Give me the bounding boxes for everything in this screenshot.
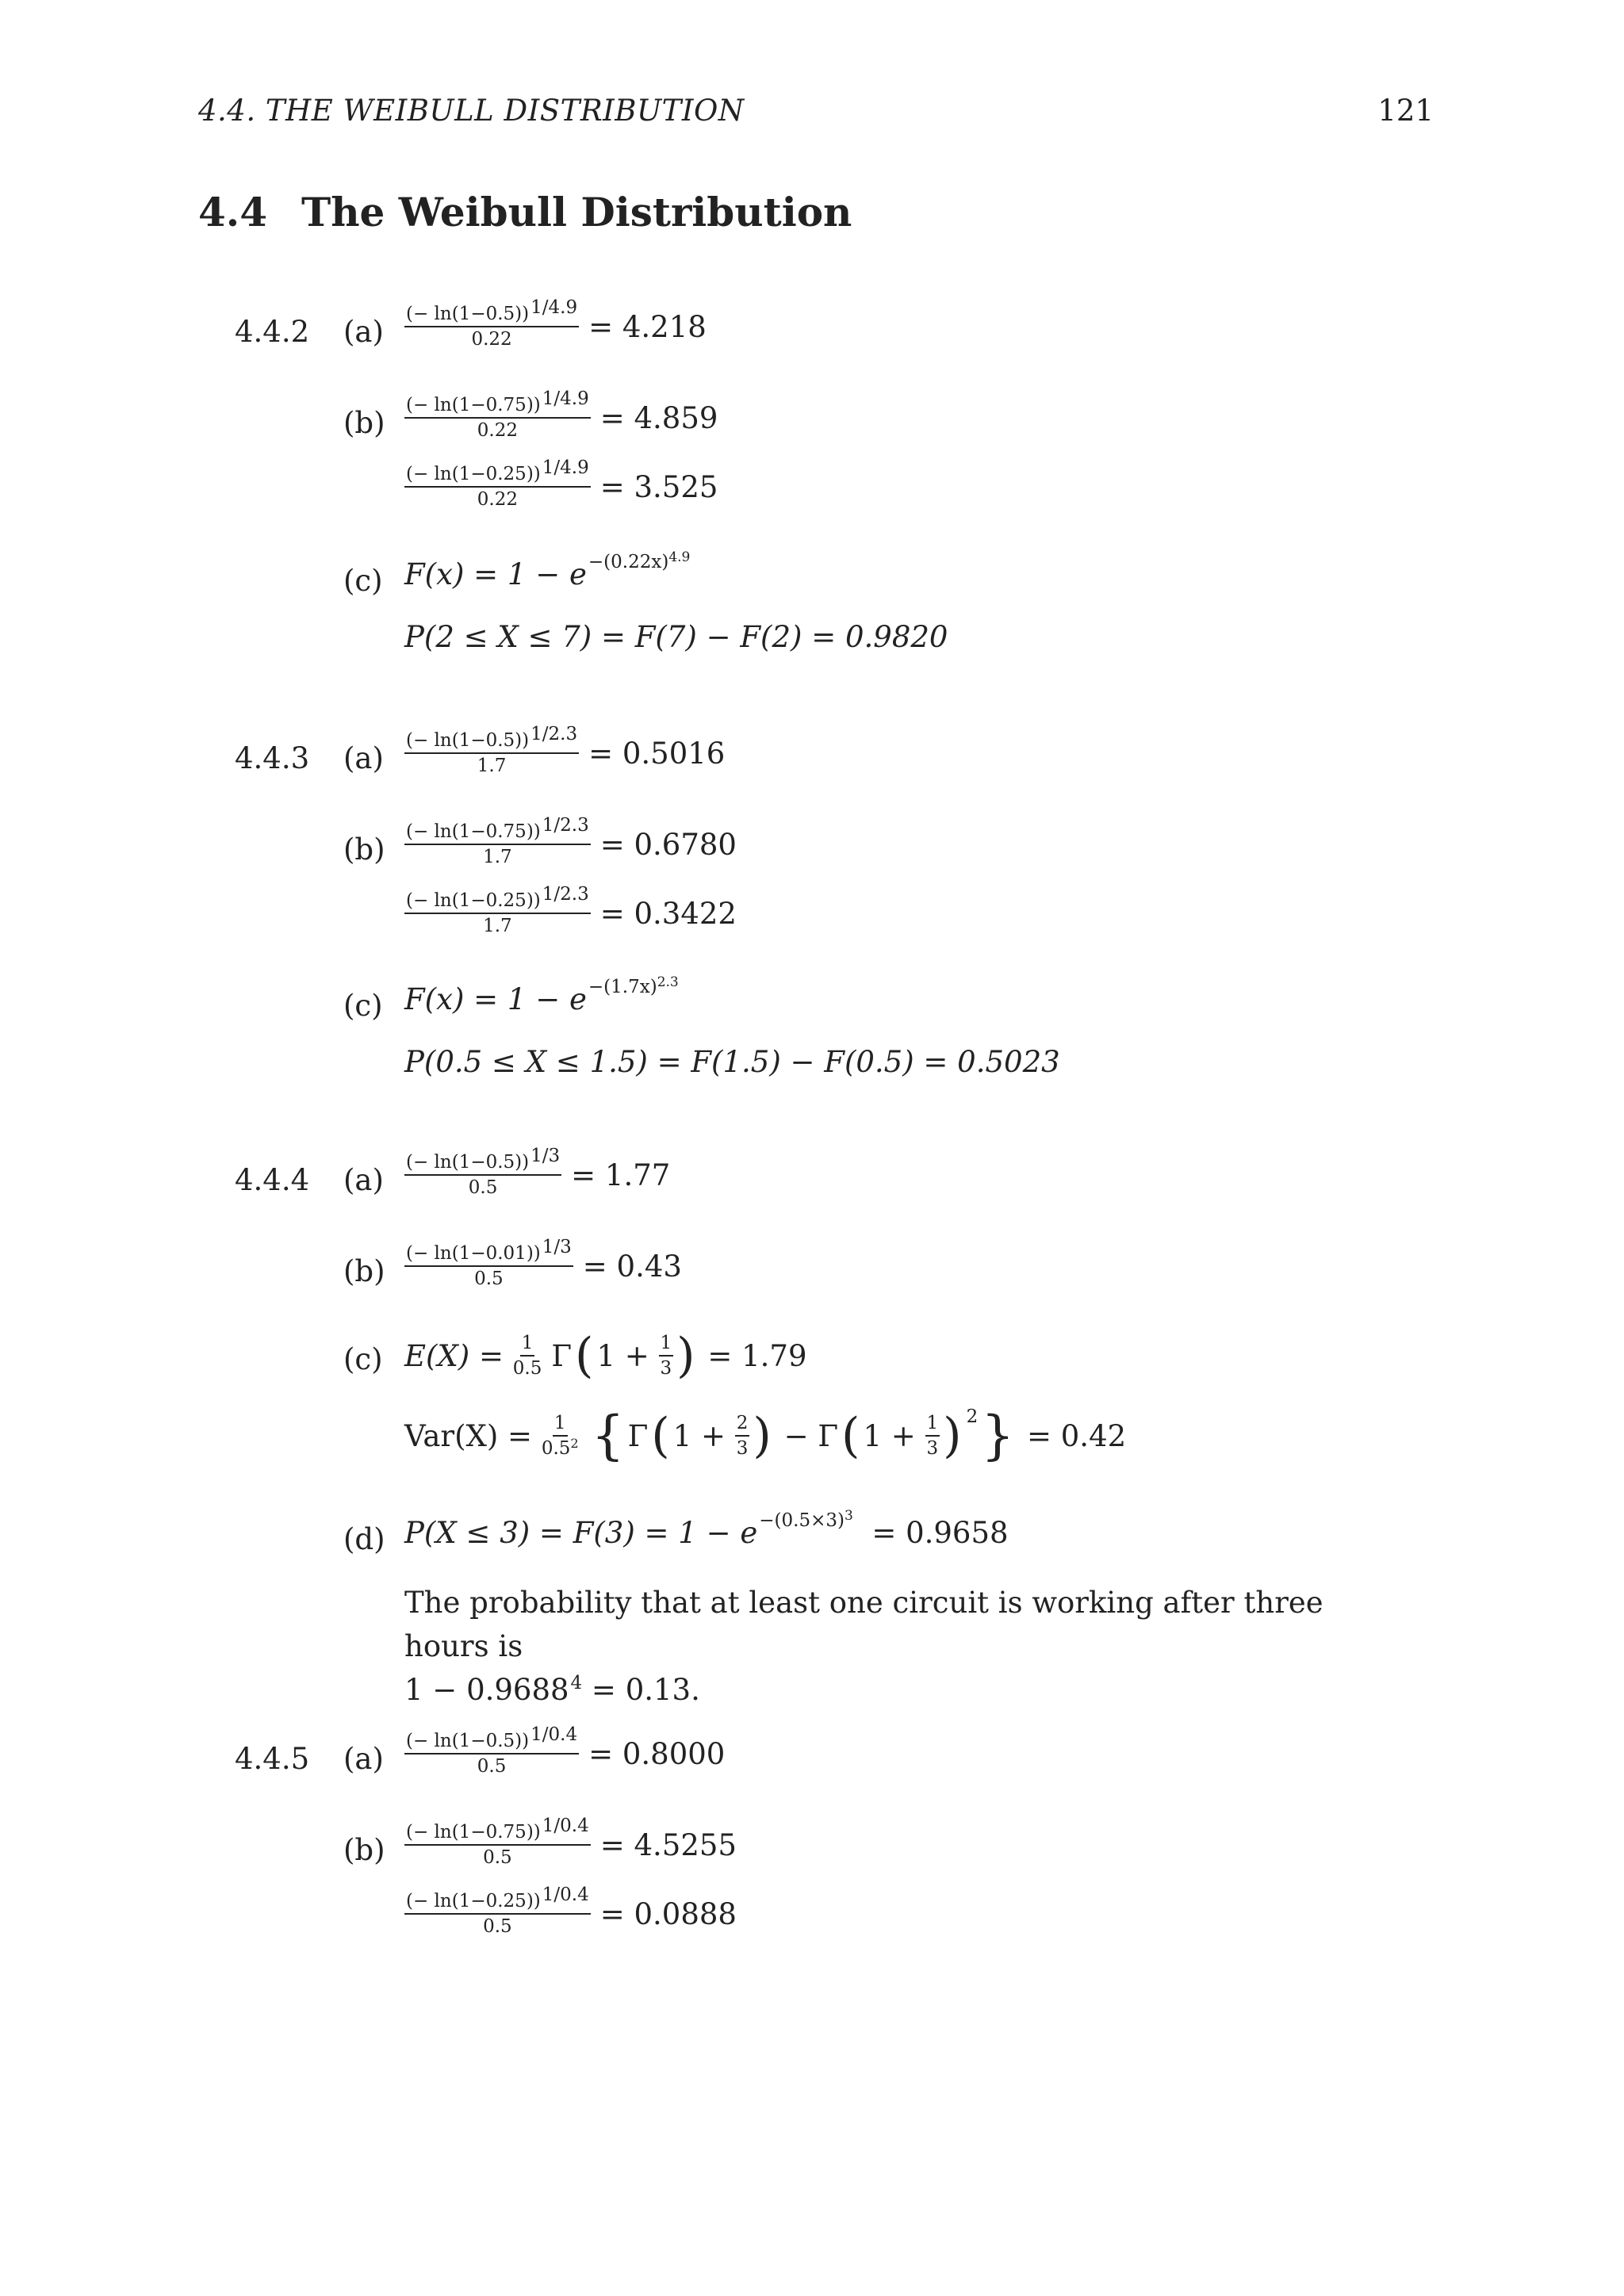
equation-443c-prob: P(0.5 ≤ X ≤ 1.5) = F(1.5) − F(0.5) = 0.5023 [404, 1045, 1060, 1079]
problem-number: 4.4.2 [235, 315, 310, 349]
section-title [198, 189, 852, 235]
equation-442b2: $\frac{(- \ln(1-0.25))1/4.9}{0.22}$ = 3.525 [406, 457, 718, 511]
part-label: (d) [343, 1522, 385, 1556]
explanation-line-1: The probability that at least one circuit is working after three hours is [404, 1586, 1323, 1663]
problem-number: 4.4.4 [235, 1163, 310, 1197]
part-label: (c) [343, 1342, 383, 1376]
section-number: 4.4 [198, 189, 267, 235]
equation-443c-cdf: F(x) = 1 − e $-(1.7x)^{2.3}$ [404, 974, 679, 1016]
equation-444a: $\frac{(- \ln(1-0.5))1/3}{0.5}$ = 1.77 [406, 1146, 671, 1199]
problem-number: 4.4.5 [235, 1742, 310, 1776]
equation-442a: $\frac{(- \ln(1-0.5))1/4.9}{0.22}$ = 4.218 [406, 297, 707, 350]
section-heading: The Weibull Distribution [301, 189, 852, 235]
part-label: (a) [343, 1163, 384, 1197]
part-label: (b) [343, 832, 385, 867]
equation-444c-variance: Var(X) = $\frac{1}{0.5^2}$ { Γ ( 1 + $\frac{2}{3}$ ) − Γ ( 1 + $\frac{1}{3}$ ) 2 } = 0.42 [404, 1405, 1127, 1466]
problem-number: 4.4.3 [235, 741, 310, 775]
equation-445b2: $\frac{(- \ln(1-0.25))1/0.4}{0.5}$ = 0.0888 [406, 1885, 737, 1938]
explanation-line-2: $1 - 0.9688^4 = 0.13$. [404, 1673, 700, 1707]
part-label: (c) [343, 989, 383, 1023]
equation-444b: $\frac{(- \ln(1-0.01))1/3}{0.5}$ = 0.43 [406, 1237, 682, 1290]
equation-442c-prob: P(2 ≤ X ≤ 7) = F(7) − F(2) = 0.9820 [404, 620, 948, 654]
equation-444d: P(X ≤ 3) = F(3) = 1 − e $-(0.5\times 3)^3$ = 0.9658 [404, 1507, 1009, 1550]
page-number: 121 [1377, 94, 1434, 128]
part-label: (a) [343, 315, 384, 349]
equation-444c-mean: E(X) = $\frac{1}{0.5}$ Γ ( 1 + $\frac{1}{3}$ ) = 1.79 [404, 1328, 807, 1383]
equation-445b1: $\frac{(- \ln(1-0.75))1/0.4}{0.5}$ = 4.5255 [406, 1816, 737, 1869]
equation-442b1: $\frac{(- \ln(1-0.75))1/4.9}{0.22}$ = 4.859 [406, 388, 718, 442]
equation-443b2: $\frac{(- \ln(1-0.25))1/2.3}{1.7}$ = 0.3422 [406, 884, 737, 937]
part-label: (b) [343, 1254, 385, 1288]
part-label: (a) [343, 1742, 384, 1776]
part-label: (b) [343, 406, 385, 440]
running-head: 4.4. THE WEIBULL DISTRIBUTION [198, 94, 745, 128]
equation-443a: $\frac{(- \ln(1-0.5))1/2.3}{1.7}$ = 0.5016 [406, 724, 726, 777]
explanation-paragraph [404, 1581, 1356, 1716]
part-label: (b) [343, 1833, 385, 1867]
equation-445a: $\frac{(- \ln(1-0.5))1/0.4}{0.5}$ = 0.8000 [406, 1724, 726, 1777]
equation-443b1: $\frac{(- \ln(1-0.75))1/2.3}{1.7}$ = 0.6780 [406, 815, 737, 868]
part-label: (a) [343, 741, 384, 775]
part-label: (c) [343, 564, 383, 598]
equation-442c-cdf: F(x) = 1 − e $-(0.22x)^{4.9}$ [404, 549, 691, 591]
